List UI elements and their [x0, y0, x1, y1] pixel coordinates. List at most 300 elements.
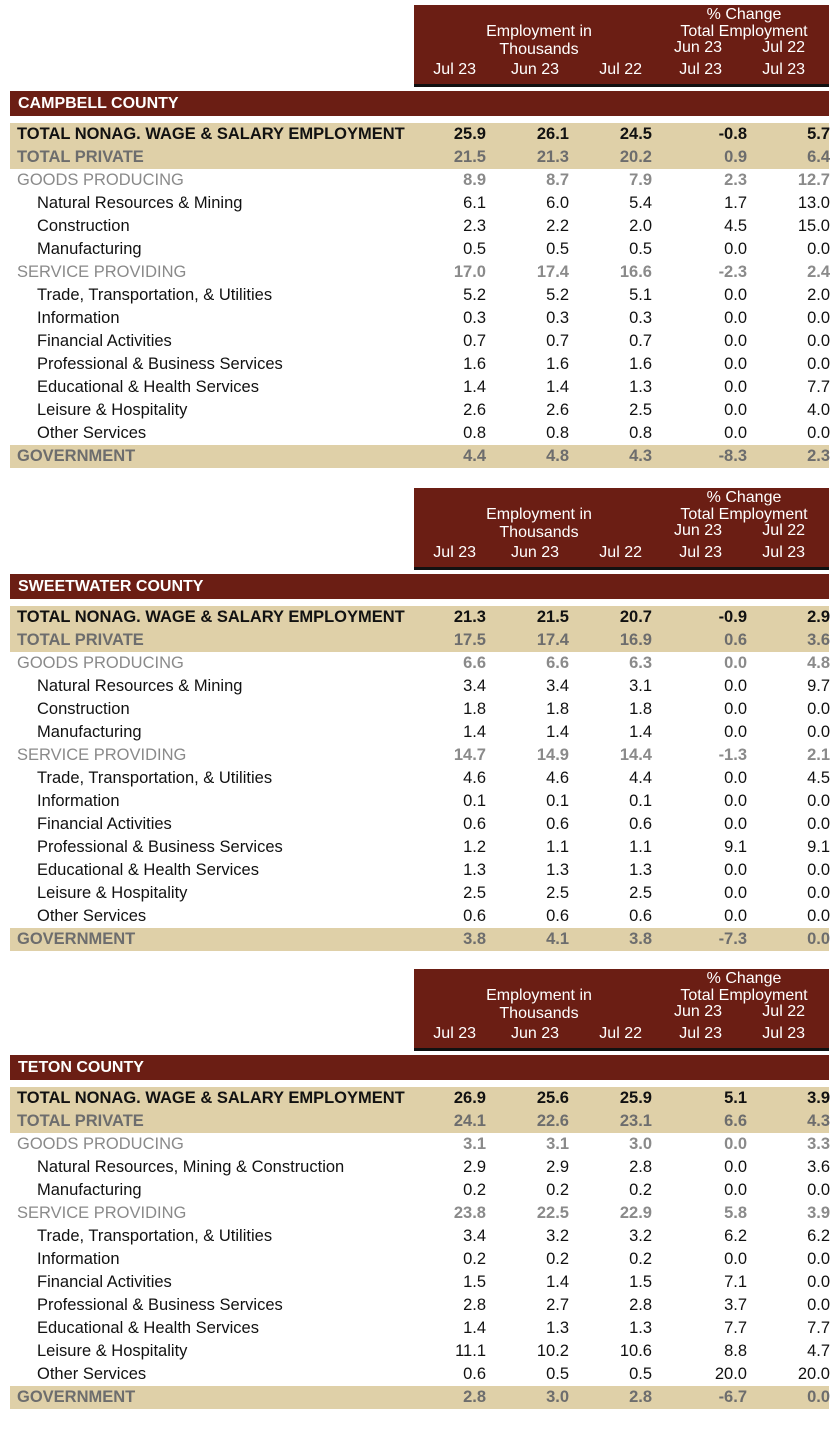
- value-cell: 2.5: [629, 884, 652, 902]
- value-cell: -2.3: [718, 263, 747, 281]
- row-label: Manufacturing: [37, 240, 142, 258]
- value-cell: 3.0: [629, 1135, 652, 1153]
- row-label: Other Services: [37, 424, 147, 442]
- header-divider: [414, 1048, 829, 1051]
- value-cell: 4.8: [546, 447, 569, 465]
- value-cell: 0.0: [724, 1250, 747, 1268]
- column-label: Jul 23: [679, 544, 722, 561]
- value-cell: 12.7: [797, 171, 830, 189]
- value-cell: 17.0: [453, 263, 486, 281]
- industry-row: [10, 307, 829, 330]
- value-cell: 10.2: [536, 1342, 569, 1360]
- value-cell: 24.5: [619, 125, 652, 143]
- total-private-row: [10, 146, 829, 169]
- employment-header-line1: Employment in: [486, 506, 592, 523]
- value-cell: 1.8: [629, 700, 652, 718]
- value-cell: 3.1: [546, 1135, 569, 1153]
- county-name: CAMPBELL COUNTY: [18, 95, 179, 112]
- column-label: Jul 22: [599, 1025, 642, 1042]
- row-label: TOTAL PRIVATE: [17, 148, 144, 166]
- value-cell: -7.3: [718, 930, 747, 948]
- industry-row: [10, 1179, 829, 1202]
- row-label: TOTAL NONAG. WAGE & SALARY EMPLOYMENT: [17, 125, 405, 143]
- value-cell: 0.3: [629, 309, 652, 327]
- value-cell: 0.0: [807, 861, 830, 879]
- value-cell: 0.0: [724, 700, 747, 718]
- row-label: Information: [37, 792, 120, 810]
- value-cell: 4.8: [807, 654, 830, 672]
- pct-change-header-line2: Total Employment: [680, 506, 808, 523]
- column-label: Jul 23: [433, 544, 476, 561]
- row-label: GOVERNMENT: [17, 447, 136, 465]
- value-cell: 26.1: [536, 125, 569, 143]
- value-cell: 7.7: [807, 378, 830, 396]
- row-label: Construction: [37, 217, 130, 235]
- value-cell: 17.4: [536, 631, 569, 649]
- value-cell: 0.0: [807, 930, 830, 948]
- industry-row: [10, 675, 829, 698]
- value-cell: 2.0: [629, 217, 652, 235]
- value-cell: 25.6: [536, 1089, 569, 1107]
- pct-change-header: [654, 970, 834, 1004]
- government-row: [10, 928, 829, 951]
- row-label: Financial Activities: [37, 332, 172, 350]
- value-cell: 0.7: [629, 332, 652, 350]
- value-cell: 1.7: [724, 194, 747, 212]
- value-cell: 2.1: [807, 746, 830, 764]
- table-body: [10, 1087, 829, 1409]
- value-cell: 21.5: [453, 148, 486, 166]
- value-cell: 0.0: [724, 677, 747, 695]
- value-cell: 0.0: [724, 378, 747, 396]
- value-cell: 2.2: [546, 217, 569, 235]
- value-cell: 0.0: [807, 1250, 830, 1268]
- value-cell: 0.2: [546, 1250, 569, 1268]
- value-cell: 6.0: [546, 194, 569, 212]
- employment-header-line1: Employment in: [486, 23, 592, 40]
- row-label: TOTAL NONAG. WAGE & SALARY EMPLOYMENT: [17, 608, 405, 626]
- value-cell: 0.3: [463, 309, 486, 327]
- value-cell: 8.8: [724, 1342, 747, 1360]
- value-cell: 17.5: [453, 631, 486, 649]
- value-cell: 14.4: [619, 746, 652, 764]
- value-cell: 20.0: [797, 1365, 830, 1383]
- value-cell: 0.0: [807, 309, 830, 327]
- value-cell: 2.9: [463, 1158, 486, 1176]
- value-cell: 22.9: [619, 1204, 652, 1222]
- value-cell: 2.5: [629, 401, 652, 419]
- county-title-bar: [10, 91, 829, 116]
- value-cell: 3.4: [546, 677, 569, 695]
- value-cell: 0.8: [546, 424, 569, 442]
- value-cell: 0.5: [629, 1365, 652, 1383]
- value-cell: 20.2: [619, 148, 652, 166]
- value-cell: 2.9: [807, 608, 830, 626]
- industry-row: [10, 1340, 829, 1363]
- value-cell: 1.4: [463, 378, 486, 396]
- value-cell: 17.4: [536, 263, 569, 281]
- employment-header-line2: Thousands: [499, 41, 579, 58]
- value-cell: 4.4: [463, 447, 486, 465]
- industry-row: [10, 1363, 829, 1386]
- row-label: TOTAL NONAG. WAGE & SALARY EMPLOYMENT: [17, 1089, 405, 1107]
- sector-row: [10, 744, 829, 767]
- column-label: Jul 23: [433, 61, 476, 78]
- total-row: [10, 606, 829, 629]
- industry-row: [10, 284, 829, 307]
- value-cell: 6.6: [463, 654, 486, 672]
- value-cell: 7.9: [629, 171, 652, 189]
- county-name: SWEETWATER COUNTY: [18, 578, 204, 595]
- column-label: Jul 22: [599, 544, 642, 561]
- row-label: Natural Resources, Mining & Construction: [37, 1158, 345, 1176]
- employment-header-line1: Employment in: [486, 987, 592, 1004]
- value-cell: 0.0: [724, 861, 747, 879]
- pct-change-header-line1: % Change: [706, 970, 782, 987]
- pct-change-subheader: Jul 22: [762, 39, 805, 56]
- sector-row: [10, 261, 829, 284]
- row-label: SERVICE PROVIDING: [17, 263, 187, 281]
- value-cell: 3.9: [807, 1204, 830, 1222]
- value-cell: 7.7: [724, 1319, 747, 1337]
- value-cell: 6.2: [807, 1227, 830, 1245]
- value-cell: 0.8: [463, 424, 486, 442]
- employment-header: [454, 23, 624, 59]
- industry-row: [10, 1271, 829, 1294]
- value-cell: 0.0: [724, 723, 747, 741]
- value-cell: 9.7: [807, 677, 830, 695]
- value-cell: 3.4: [463, 1227, 486, 1245]
- value-cell: 4.1: [546, 930, 569, 948]
- value-cell: 5.1: [724, 1089, 747, 1107]
- value-cell: 4.5: [724, 217, 747, 235]
- industry-row: [10, 882, 829, 905]
- employment-header: [454, 506, 624, 542]
- value-cell: 3.7: [724, 1296, 747, 1314]
- header-divider: [414, 84, 829, 87]
- value-cell: 0.0: [724, 309, 747, 327]
- column-label: Jul 23: [679, 61, 722, 78]
- value-cell: 23.8: [453, 1204, 486, 1222]
- value-cell: 0.0: [807, 700, 830, 718]
- value-cell: 5.8: [724, 1204, 747, 1222]
- column-label: Jul 23: [679, 1025, 722, 1042]
- value-cell: 0.1: [463, 792, 486, 810]
- value-cell: 0.0: [807, 1388, 830, 1406]
- header-divider: [414, 567, 829, 570]
- value-cell: 0.0: [807, 1296, 830, 1314]
- value-cell: 3.1: [463, 1135, 486, 1153]
- industry-row: [10, 836, 829, 859]
- value-cell: 0.2: [629, 1181, 652, 1199]
- value-cell: 5.2: [463, 286, 486, 304]
- row-label: SERVICE PROVIDING: [17, 746, 187, 764]
- county-name: TETON COUNTY: [18, 1059, 144, 1076]
- value-cell: 0.0: [724, 286, 747, 304]
- value-cell: 3.6: [807, 1158, 830, 1176]
- row-label: TOTAL PRIVATE: [17, 1112, 144, 1130]
- industry-row: [10, 905, 829, 928]
- value-cell: 6.3: [629, 654, 652, 672]
- row-label: Trade, Transportation, & Utilities: [37, 286, 273, 304]
- value-cell: 1.3: [546, 1319, 569, 1337]
- value-cell: 1.8: [463, 700, 486, 718]
- value-cell: 1.5: [629, 1273, 652, 1291]
- value-cell: 1.1: [546, 838, 569, 856]
- row-label: Educational & Health Services: [37, 1319, 259, 1337]
- value-cell: -1.3: [718, 746, 747, 764]
- value-cell: 0.0: [807, 815, 830, 833]
- industry-row: [10, 192, 829, 215]
- value-cell: 0.2: [463, 1181, 486, 1199]
- value-cell: 2.5: [463, 884, 486, 902]
- value-cell: 9.1: [807, 838, 830, 856]
- table-body: [10, 606, 829, 951]
- value-cell: 2.4: [807, 263, 830, 281]
- column-label: Jun 23: [510, 1025, 559, 1042]
- industry-row: [10, 721, 829, 744]
- value-cell: 0.2: [463, 1250, 486, 1268]
- industry-row: [10, 399, 829, 422]
- value-cell: 2.9: [546, 1158, 569, 1176]
- pct-change-header-line1: % Change: [706, 489, 782, 506]
- column-header: [414, 5, 829, 87]
- value-cell: 0.0: [807, 907, 830, 925]
- value-cell: 0.0: [807, 792, 830, 810]
- value-cell: 0.6: [546, 907, 569, 925]
- value-cell: 2.8: [629, 1388, 652, 1406]
- pct-change-subheader: Jul 22: [762, 522, 805, 539]
- value-cell: 3.6: [807, 631, 830, 649]
- row-label: Trade, Transportation, & Utilities: [37, 1227, 273, 1245]
- value-cell: 0.0: [724, 332, 747, 350]
- industry-row: [10, 1317, 829, 1340]
- value-cell: 11.1: [455, 1342, 486, 1360]
- industry-row: [10, 422, 829, 445]
- value-cell: 1.3: [629, 861, 652, 879]
- row-label: Financial Activities: [37, 1273, 172, 1291]
- value-cell: 1.5: [463, 1273, 486, 1291]
- value-cell: 0.0: [807, 884, 830, 902]
- value-cell: 1.3: [629, 1319, 652, 1337]
- value-cell: 1.4: [546, 378, 569, 396]
- value-cell: 15.0: [797, 217, 830, 235]
- row-label: Other Services: [37, 1365, 147, 1383]
- value-cell: 0.6: [546, 815, 569, 833]
- industry-row: [10, 353, 829, 376]
- value-cell: 0.6: [463, 815, 486, 833]
- row-label: GOODS PRODUCING: [17, 171, 184, 189]
- row-label: Financial Activities: [37, 815, 172, 833]
- value-cell: 0.0: [724, 424, 747, 442]
- value-cell: 1.4: [629, 723, 652, 741]
- sector-row: [10, 652, 829, 675]
- row-label: Leisure & Hospitality: [37, 1342, 188, 1360]
- pct-change-header-line2: Total Employment: [680, 23, 808, 40]
- value-cell: 2.6: [546, 401, 569, 419]
- value-cell: 10.6: [619, 1342, 652, 1360]
- value-cell: 16.6: [619, 263, 652, 281]
- value-cell: 5.2: [546, 286, 569, 304]
- value-cell: 2.3: [463, 217, 486, 235]
- value-cell: 4.6: [463, 769, 486, 787]
- industry-row: [10, 330, 829, 353]
- value-cell: 4.6: [546, 769, 569, 787]
- industry-row: [10, 1225, 829, 1248]
- value-cell: 1.3: [546, 861, 569, 879]
- value-cell: 3.2: [546, 1227, 569, 1245]
- value-cell: 6.6: [546, 654, 569, 672]
- value-cell: 3.2: [629, 1227, 652, 1245]
- value-cell: 23.1: [619, 1112, 652, 1130]
- column-label: Jul 23: [433, 1025, 476, 1042]
- value-cell: 0.0: [807, 1273, 830, 1291]
- value-cell: 0.0: [724, 401, 747, 419]
- row-label: Trade, Transportation, & Utilities: [37, 769, 273, 787]
- row-label: Manufacturing: [37, 723, 142, 741]
- value-cell: 1.4: [463, 1319, 486, 1337]
- row-label: Leisure & Hospitality: [37, 884, 188, 902]
- industry-row: [10, 1156, 829, 1179]
- pct-change-header: [654, 6, 834, 40]
- industry-row: [10, 767, 829, 790]
- value-cell: 21.3: [453, 608, 486, 626]
- value-cell: 4.3: [807, 1112, 830, 1130]
- value-cell: 1.6: [629, 355, 652, 373]
- value-cell: 7.1: [724, 1273, 747, 1291]
- value-cell: 1.4: [463, 723, 486, 741]
- value-cell: -8.3: [718, 447, 747, 465]
- value-cell: 0.6: [463, 1365, 486, 1383]
- value-cell: 5.7: [807, 125, 830, 143]
- value-cell: 1.8: [546, 700, 569, 718]
- value-cell: 8.9: [463, 171, 486, 189]
- employment-header-line2: Thousands: [499, 524, 579, 541]
- value-cell: -6.7: [718, 1388, 747, 1406]
- value-cell: 2.8: [463, 1296, 486, 1314]
- value-cell: 0.6: [629, 907, 652, 925]
- row-label: Other Services: [37, 907, 147, 925]
- value-cell: 4.4: [629, 769, 652, 787]
- value-cell: 0.0: [724, 1181, 747, 1199]
- sector-row: [10, 1202, 829, 1225]
- value-cell: 0.1: [546, 792, 569, 810]
- value-cell: 2.7: [546, 1296, 569, 1314]
- value-cell: 2.8: [629, 1296, 652, 1314]
- value-cell: 7.7: [807, 1319, 830, 1337]
- value-cell: 0.0: [807, 1181, 830, 1199]
- value-cell: 0.0: [724, 355, 747, 373]
- employment-header-line2: Thousands: [499, 1005, 579, 1022]
- industry-row: [10, 813, 829, 836]
- row-label: Natural Resources & Mining: [37, 677, 243, 695]
- pct-change-subheader: Jul 22: [762, 1003, 805, 1020]
- value-cell: 4.7: [807, 1342, 830, 1360]
- column-label: Jul 23: [762, 1025, 805, 1042]
- employment-header: [454, 987, 624, 1023]
- industry-row: [10, 1248, 829, 1271]
- value-cell: 1.4: [546, 723, 569, 741]
- total-private-row: [10, 629, 829, 652]
- value-cell: 0.5: [546, 1365, 569, 1383]
- value-cell: 3.1: [629, 677, 652, 695]
- value-cell: -0.8: [718, 125, 747, 143]
- value-cell: 0.0: [724, 240, 747, 258]
- value-cell: 8.7: [546, 171, 569, 189]
- row-label: Professional & Business Services: [37, 1296, 283, 1314]
- row-label: Manufacturing: [37, 1181, 142, 1199]
- industry-row: [10, 859, 829, 882]
- table-body: [10, 123, 829, 468]
- column-label: Jul 22: [599, 61, 642, 78]
- row-label: GOODS PRODUCING: [17, 654, 184, 672]
- value-cell: -0.9: [718, 608, 747, 626]
- county-title-bar: [10, 574, 829, 599]
- value-cell: 0.6: [463, 907, 486, 925]
- value-cell: 2.3: [807, 447, 830, 465]
- value-cell: 16.9: [619, 631, 652, 649]
- government-row: [10, 445, 829, 468]
- value-cell: 6.4: [807, 148, 830, 166]
- value-cell: 0.3: [546, 309, 569, 327]
- value-cell: 14.9: [536, 746, 569, 764]
- value-cell: 22.6: [536, 1112, 569, 1130]
- value-cell: 2.5: [546, 884, 569, 902]
- value-cell: 1.1: [629, 838, 652, 856]
- value-cell: 0.7: [463, 332, 486, 350]
- value-cell: 3.3: [807, 1135, 830, 1153]
- value-cell: 0.9: [724, 148, 747, 166]
- value-cell: 3.4: [463, 677, 486, 695]
- value-cell: 0.0: [807, 355, 830, 373]
- value-cell: 0.1: [629, 792, 652, 810]
- row-label: GOVERNMENT: [17, 1388, 136, 1406]
- column-label: Jul 23: [762, 544, 805, 561]
- sector-row: [10, 169, 829, 192]
- value-cell: 0.5: [546, 240, 569, 258]
- value-cell: 1.3: [629, 378, 652, 396]
- value-cell: 6.6: [724, 1112, 747, 1130]
- value-cell: 21.3: [536, 148, 569, 166]
- value-cell: 0.5: [629, 240, 652, 258]
- value-cell: 0.0: [807, 240, 830, 258]
- column-header: [414, 969, 829, 1051]
- value-cell: 0.5: [463, 240, 486, 258]
- value-cell: 21.5: [536, 608, 569, 626]
- value-cell: 1.2: [463, 838, 486, 856]
- value-cell: 0.0: [807, 424, 830, 442]
- value-cell: 3.0: [546, 1388, 569, 1406]
- value-cell: 0.7: [546, 332, 569, 350]
- value-cell: 6.2: [724, 1227, 747, 1245]
- sector-row: [10, 1133, 829, 1156]
- industry-row: [10, 376, 829, 399]
- row-label: Professional & Business Services: [37, 838, 283, 856]
- county-title-bar: [10, 1055, 829, 1080]
- value-cell: 0.0: [807, 332, 830, 350]
- industry-row: [10, 790, 829, 813]
- row-label: Natural Resources & Mining: [37, 194, 243, 212]
- row-label: Information: [37, 1250, 120, 1268]
- value-cell: 26.9: [453, 1089, 486, 1107]
- value-cell: 0.0: [724, 654, 747, 672]
- value-cell: 22.5: [536, 1204, 569, 1222]
- value-cell: 9.1: [724, 838, 747, 856]
- value-cell: 2.6: [463, 401, 486, 419]
- value-cell: 1.3: [463, 861, 486, 879]
- value-cell: 1.4: [546, 1273, 569, 1291]
- pct-change-subheader: Jun 23: [673, 39, 722, 56]
